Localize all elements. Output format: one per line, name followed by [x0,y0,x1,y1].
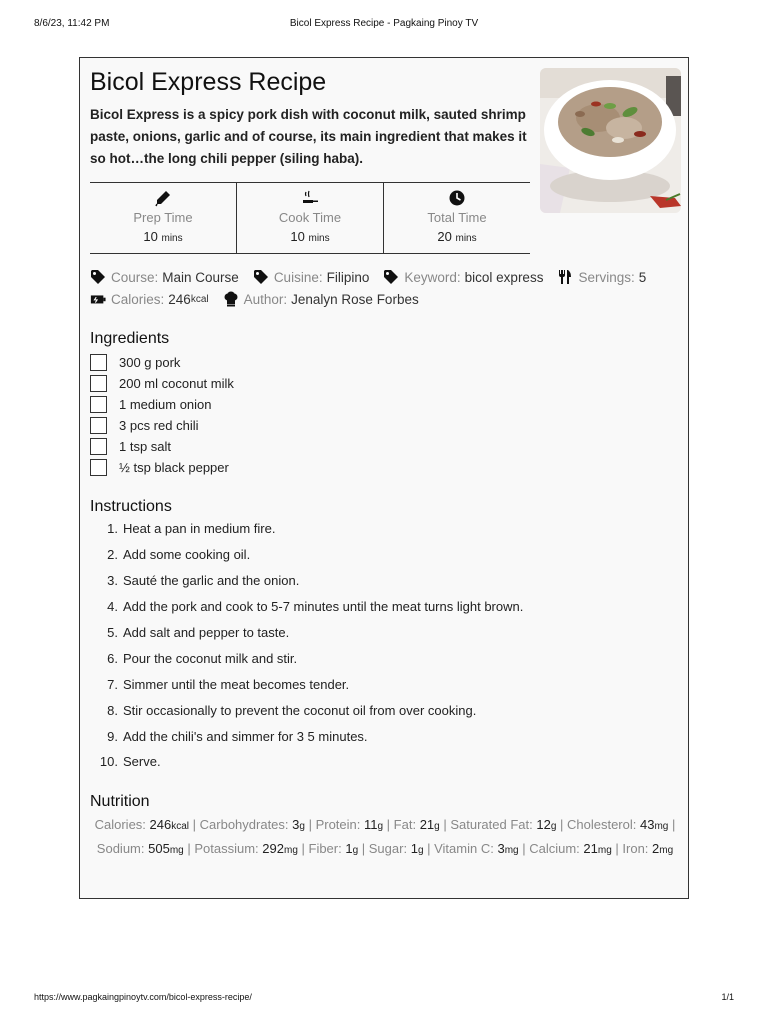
recipe-image [540,68,681,213]
nutrition-unit: mg [597,845,612,856]
nutrition-separator: | [297,841,309,856]
nutrition-separator: | [423,841,435,856]
tag-icon [383,269,399,285]
nutrition-label: Cholesterol: [567,817,637,832]
nutrition-value: 12 [536,817,551,832]
nutrition-item [200,817,305,832]
tag-icon [90,269,106,285]
instruction-step [90,620,523,646]
nutrition-separator: | [518,841,530,856]
nutrition-separator: | [358,841,369,856]
pan-icon [301,189,319,207]
nutrition-item [529,841,612,856]
recipe-title: Bicol Express Recipe [90,68,327,96]
meta-course-label: Course: [111,269,159,285]
ingredient-checkbox[interactable] [90,375,107,392]
cook-time-unit: mins [308,233,330,244]
ingredient-text: 200 ml coconut milk [119,376,234,391]
nutrition-value: 2 [652,841,660,856]
ingredient-checkbox[interactable] [90,417,107,434]
nutrition-unit: mg [504,845,519,856]
step-text: Add the pork and cook to 5-7 minutes until the meat turns light brown. [123,599,524,615]
nutrition-unit: g [434,821,440,832]
meta-calories-unit: kcal [190,293,209,305]
total-time [383,183,530,253]
ingredient-item [90,352,234,373]
step-number: 1. [107,521,118,537]
cook-time [236,183,383,253]
nutrition-unit: mg [169,845,184,856]
nutrition-value: 505 [148,841,170,856]
instruction-step [90,723,523,749]
nutrition-value: 1 [345,841,353,856]
nutrition-label: Protein: [315,817,361,832]
print-url: https://www.pagkaingpinoytv.com/bicol-express-recipe/ [34,992,252,1002]
ingredient-item [90,394,234,415]
nutrition-value: 246 [149,817,172,832]
nutrition-facts [90,814,680,862]
step-text: Add salt and pepper to taste. [123,625,290,640]
nutrition-separator: | [556,817,567,832]
step-number: 4. [107,599,118,615]
step-text: Sauté the garlic and the onion. [123,573,300,589]
instruction-step [90,749,523,775]
nutrition-value: 21 [583,841,598,856]
nutrition-unit: g [417,845,424,856]
nutrition-separator: | [383,817,394,832]
nutrition-item [316,817,384,832]
recipe-times [90,182,530,254]
ingredient-text: 3 pcs red chili [119,418,199,433]
prep-time-value: 10 [143,229,158,244]
clock-icon [448,189,466,207]
prep-time [90,183,236,253]
nutrition-unit: mg [654,821,669,832]
nutrition-heading: Nutrition [90,793,150,810]
step-text: Add some cooking oil. [123,547,251,563]
step-text: Serve. [123,754,161,770]
meta-calories-label: Calories: [111,291,165,307]
print-datetime: 8/6/23, 11:42 PM [34,18,110,29]
nutrition-unit: mg [283,845,298,856]
instruction-step [90,568,523,594]
ingredient-text: 1 tsp salt [119,439,172,454]
meta-course [90,269,239,285]
nutrition-unit: g [352,845,359,856]
chef-hat-icon [223,291,239,307]
step-text: Heat a pan in medium fire. [123,521,276,537]
meta-keyword-value: bicol express [464,269,544,285]
step-number: 9. [107,728,118,744]
nutrition-label: Calcium: [529,841,580,856]
ingredient-item [90,457,234,478]
nutrition-separator: | [668,817,676,832]
meta-course-value: Main Course [162,269,239,285]
meta-keyword [383,269,543,285]
step-number: 10. [99,754,118,770]
instruction-step [90,645,523,671]
nutrition-item [394,817,440,832]
step-number: 7. [107,676,118,692]
nutrition-item [369,841,424,856]
step-text: Stir occasionally to prevent the coconut oil from over cooking. [123,702,477,718]
cutlery-icon [557,269,573,285]
nutrition-item [622,841,673,856]
nutrition-label: Sodium: [96,841,145,856]
nutrition-unit: g [299,821,305,832]
step-number: 8. [107,702,118,718]
nutrition-unit: g [377,821,384,832]
nutrition-value: 3 [292,817,300,832]
nutrition-label: Iron: [622,841,649,856]
meta-cuisine-value: Filipino [326,269,370,285]
meta-author-value: Jenalyn Rose Forbes [291,291,419,307]
total-time-label: Total Time [427,210,487,225]
ingredient-checkbox[interactable] [90,396,107,413]
meta-calories-value: 246 [168,291,191,307]
meta-cuisine-label: Cuisine: [273,269,323,285]
instruction-step [90,542,523,568]
ingredient-checkbox[interactable] [90,438,107,455]
total-time-value: 20 [437,229,452,244]
nutrition-value: 292 [262,841,284,856]
ingredient-text: 1 medium onion [119,397,212,412]
instruction-step [90,671,523,697]
cook-time-value: 10 [290,229,305,244]
meta-keyword-label: Keyword: [404,269,461,285]
print-page-number: 1/1 [721,992,734,1002]
nutrition-item [309,841,359,856]
ingredient-item [90,415,234,436]
nutrition-label: Sugar: [368,841,408,856]
instruction-step [90,697,523,723]
nutrition-item [194,841,298,856]
nutrition-separator: | [439,817,451,832]
step-number: 6. [107,650,118,666]
nutrition-item [567,817,668,832]
recipe-card [79,57,689,899]
meta-servings-value: 5 [638,269,647,285]
nutrition-label: Carbohydrates: [199,817,289,832]
instruction-step [90,594,523,620]
cook-time-label: Cook Time [278,210,342,225]
meta-author [223,291,419,307]
ingredient-checkbox[interactable] [90,459,107,476]
prep-time-unit: mins [161,233,183,244]
nutrition-value: 1 [410,841,418,856]
ingredient-item [90,373,234,394]
nutrition-label: Calories: [94,817,146,832]
nutrition-item [434,841,519,856]
nutrition-label: Fiber: [308,841,342,856]
instruction-step [90,516,523,542]
meta-author-label: Author: [243,291,288,307]
recipe-summary: Bicol Express is a spicy pork dish with coconut milk, sauted shrimp paste, onions, garlic and of course, its main ingredient that makes it so hot…the long chili pepper (siling haba). [90,107,527,166]
nutrition-value: 21 [419,817,435,832]
nutrition-separator: | [304,817,316,832]
instructions-heading: Instructions [90,498,172,515]
nutrition-item [97,841,184,856]
nutrition-item [95,817,189,832]
step-text: Add the chili's and simmer for 3 5 minutes. [123,728,368,744]
step-text: Simmer until the meat becomes tender. [123,676,350,692]
step-number: 2. [107,547,118,563]
ingredients-list [90,352,234,478]
nutrition-value: 43 [640,817,655,832]
prep-time-label: Prep Time [133,210,193,225]
nutrition-label: Fat: [393,817,417,832]
nutrition-separator: | [611,841,623,856]
nutrition-label: Vitamin C: [434,841,494,856]
ingredient-text: ½ tsp black pepper [119,460,229,475]
meta-calories [90,291,209,307]
total-time-unit: mins [455,233,477,244]
tag-icon [253,269,269,285]
recipe-meta [90,266,680,310]
nutrition-unit: g [550,821,557,832]
nutrition-item [450,817,556,832]
print-title: Bicol Express Recipe - Pagkaing Pinoy TV [289,18,479,29]
nutrition-unit: mg [659,845,674,856]
nutrition-unit: kcal [171,821,190,832]
meta-servings [557,269,646,285]
step-text: Pour the coconut milk and stir. [123,650,298,666]
step-number: 5. [107,625,118,640]
ingredient-item [90,436,234,457]
nutrition-value: 3 [497,841,505,856]
nutrition-separator: | [183,841,195,856]
ingredients-heading: Ingredients [90,330,170,347]
nutrition-label: Saturated Fat: [450,817,533,832]
step-number: 3. [107,573,118,589]
ingredient-checkbox[interactable] [90,354,107,371]
instructions-list [90,516,523,775]
nutrition-value: 11 [364,817,378,832]
pencil-icon [154,189,172,207]
meta-servings-label: Servings: [578,269,635,285]
battery-icon [90,291,106,307]
nutrition-label: Potassium: [194,841,259,856]
nutrition-separator: | [189,817,200,832]
meta-cuisine [253,269,370,285]
ingredient-text: 300 g pork [119,355,181,370]
